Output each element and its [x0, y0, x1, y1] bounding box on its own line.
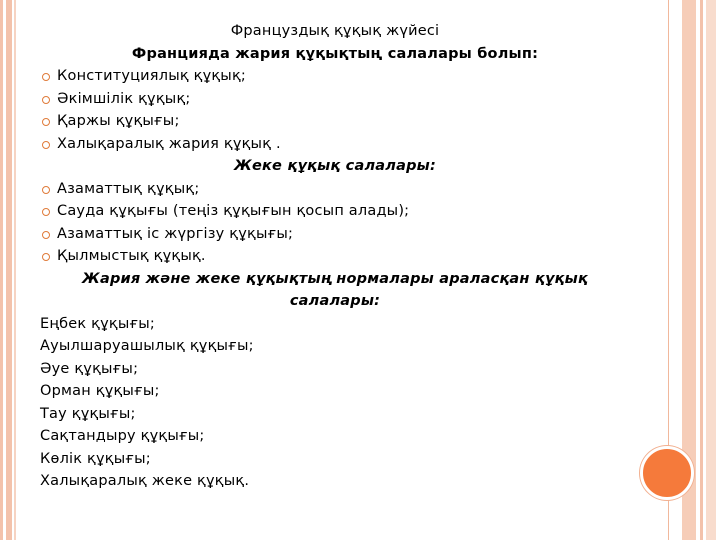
list-item: Конституциялық құқық;	[40, 65, 630, 88]
list-item: Ауылшаруашылық құқығы;	[40, 338, 254, 354]
bullet-icon	[42, 96, 50, 104]
list-item: Халықаралық жария құқық .	[40, 133, 630, 156]
left-decorative-border	[0, 0, 20, 540]
bullet-icon	[42, 73, 50, 81]
list-item: Әкімшілік құқық;	[40, 88, 630, 111]
bullet-icon	[42, 253, 50, 261]
slide-title: Француздық құқық жүйесі	[230, 23, 440, 39]
bullet-icon	[42, 118, 50, 126]
list-item: Қаржы құқығы;	[40, 110, 630, 133]
heading-public-law: Францияда жария құқықтың салалары болып:	[131, 45, 539, 62]
slide-content	[40, 20, 630, 493]
bullet-icon	[42, 186, 50, 194]
list-item: Азаматтық іс жүргізу құқығы;	[40, 223, 630, 246]
list-item: Орман құқығы;	[40, 383, 160, 399]
bullet-icon	[42, 231, 50, 239]
list-item: Сақтандыру құқығы;	[40, 428, 205, 444]
list-item: Еңбек құқығы;	[40, 315, 156, 332]
list-item: Сауда құқығы (теңіз құқығын қосып алады);	[40, 200, 630, 223]
decorative-circle	[640, 446, 694, 500]
heading-mixed-law: Жария және жеке құқықтың нормалары араласқан құқық салалары:	[82, 270, 588, 309]
list-item: Халықаралық жеке құқық.	[40, 473, 250, 489]
list-item: Тау құқығы;	[40, 405, 136, 422]
bullet-icon	[42, 208, 50, 216]
list-item: Көлік құқығы;	[40, 450, 151, 467]
list-item: Азаматтық құқық;	[40, 178, 630, 201]
list-item: Қылмыстық құқық.	[40, 245, 630, 268]
heading-private-law: Жеке құқық салалары:	[234, 158, 436, 174]
list-item: Әуе құқығы;	[40, 360, 139, 377]
bullet-icon	[42, 141, 50, 149]
